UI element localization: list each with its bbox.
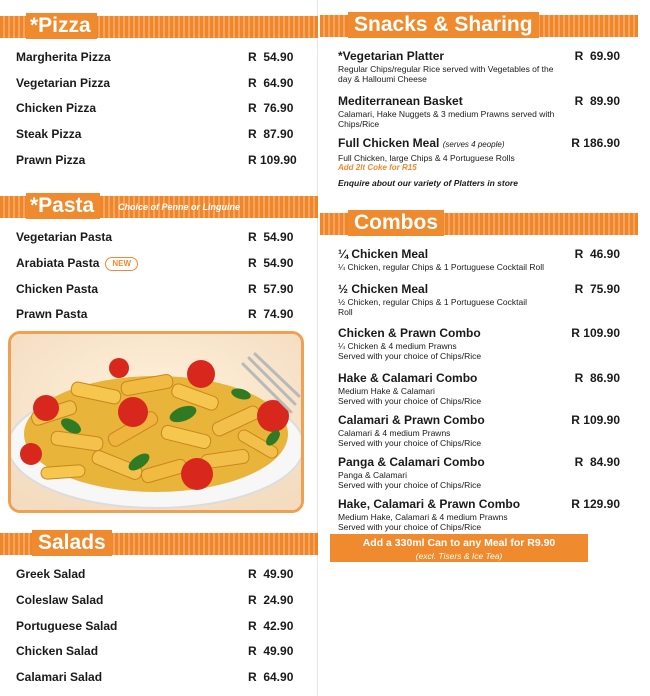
menu-item bbox=[338, 413, 620, 448]
left-menu-panel bbox=[0, 0, 318, 696]
item-price: R 54.90 bbox=[248, 50, 294, 64]
item-description: ¼ Chicken, regular Chips & 1 Portuguese Cocktail Roll bbox=[338, 262, 544, 272]
item-price: R 24.90 bbox=[248, 593, 294, 607]
item-price: R 86.90 bbox=[574, 371, 620, 385]
item-name: Calamari Salad bbox=[16, 670, 103, 684]
item-price: R 75.90 bbox=[574, 282, 620, 296]
item-name: ¼ Chicken Meal bbox=[338, 247, 429, 261]
item-price: R 186.90 bbox=[571, 136, 620, 150]
salads-section-title: Salads bbox=[32, 530, 112, 556]
item-name: Chicken Salad bbox=[16, 644, 99, 658]
menu-item bbox=[16, 307, 300, 327]
item-description: Panga & Calamari bbox=[338, 470, 407, 480]
item-price: R 109.90 bbox=[248, 153, 297, 167]
menu-item bbox=[16, 644, 300, 664]
pasta-photo bbox=[8, 331, 304, 513]
promo-exclusion: (excl. Tisers & Ice Tea) bbox=[415, 551, 503, 561]
item-price: R 42.90 bbox=[248, 619, 294, 633]
promo-line: Add a 330ml Can to any Meal for R9.90 bbox=[362, 537, 556, 549]
item-name: Chicken Pizza bbox=[16, 101, 97, 115]
item-price: R 76.90 bbox=[248, 101, 294, 115]
item-price: R 49.90 bbox=[248, 644, 294, 658]
item-price: R 46.90 bbox=[574, 247, 620, 261]
item-name: Hake, Calamari & Prawn Combo bbox=[338, 497, 521, 511]
item-name: Chicken & Prawn Combo bbox=[338, 326, 481, 340]
item-name: Steak Pizza bbox=[16, 127, 82, 141]
item-name: *Vegetarian Platter bbox=[338, 49, 445, 63]
item-price: R 64.90 bbox=[248, 76, 294, 90]
menu-item bbox=[338, 247, 620, 272]
item-name: Margherita Pizza bbox=[16, 50, 111, 64]
item-price: R 64.90 bbox=[248, 670, 294, 684]
item-name: Vegetarian Pizza bbox=[16, 76, 111, 90]
item-price: R 89.90 bbox=[574, 94, 620, 108]
item-serving-note: Served with your choice of Chips/Rice bbox=[338, 522, 482, 532]
menu-item bbox=[16, 76, 300, 96]
menu-item bbox=[338, 455, 620, 490]
item-serving-note: Served with your choice of Chips/Rice bbox=[338, 480, 482, 490]
menu-item bbox=[16, 101, 300, 121]
menu-item bbox=[338, 326, 620, 361]
pasta-bowl-image bbox=[11, 334, 301, 510]
item-description: ½ Chicken, regular Chips & 1 Portuguese Cocktail Roll bbox=[338, 297, 527, 317]
menu-item bbox=[16, 50, 300, 70]
item-name: Vegetarian Pasta bbox=[16, 230, 113, 244]
menu-item bbox=[16, 256, 300, 276]
item-name: Panga & Calamari Combo bbox=[338, 455, 485, 469]
pizza-section-title: *Pizza bbox=[26, 13, 97, 39]
item-name: Hake & Calamari Combo bbox=[338, 371, 478, 385]
item-description: Medium Hake, Calamari & 4 medium Prawns bbox=[338, 512, 508, 522]
item-price: R 74.90 bbox=[248, 307, 294, 321]
right-menu-panel bbox=[320, 0, 638, 566]
item-name: Prawn Pizza bbox=[16, 153, 86, 167]
item-price: R 49.90 bbox=[248, 567, 294, 581]
menu-item bbox=[16, 230, 300, 250]
menu-item bbox=[16, 127, 300, 147]
item-description: Medium Hake & Calamari bbox=[338, 386, 435, 396]
item-name: Chicken Pasta bbox=[16, 282, 99, 296]
item-name: Mediterranean Basket bbox=[338, 94, 463, 108]
snacks-section-title: Snacks & Sharing bbox=[348, 12, 539, 38]
item-name: Greek Salad bbox=[16, 567, 86, 581]
menu-item bbox=[338, 94, 620, 129]
menu-item bbox=[16, 619, 300, 639]
item-name-text: Arabiata Pasta bbox=[16, 256, 100, 270]
menu-item bbox=[16, 670, 300, 690]
item-name: Portuguese Salad bbox=[16, 619, 118, 633]
item-name: Calamari & Prawn Combo bbox=[338, 413, 485, 427]
item-note: (serves 4 people) bbox=[442, 140, 505, 149]
item-name: Prawn Pasta bbox=[16, 307, 88, 321]
combos-section-title: Combos bbox=[348, 210, 444, 236]
item-description: Calamari & 4 medium Prawns bbox=[338, 428, 451, 438]
menu-item bbox=[16, 282, 300, 302]
item-name: Coleslaw Salad bbox=[16, 593, 104, 607]
item-price: R 57.90 bbox=[248, 282, 294, 296]
new-badge: NEW bbox=[105, 257, 138, 271]
menu-item bbox=[16, 567, 300, 587]
menu-item bbox=[338, 371, 620, 406]
item-serving-note: Served with your choice of Chips/Rice bbox=[338, 438, 482, 448]
item-price: R 87.90 bbox=[248, 127, 294, 141]
item-price: R 54.90 bbox=[248, 230, 294, 244]
item-serving-note: Served with your choice of Chips/Rice bbox=[338, 396, 482, 406]
item-name bbox=[16, 256, 138, 271]
item-price: R 129.90 bbox=[571, 497, 620, 511]
item-description: ¼ Chicken & 4 medium Prawns bbox=[338, 341, 457, 351]
menu-item bbox=[16, 593, 300, 613]
item-serving-note: Served with your choice of Chips/Rice bbox=[338, 351, 482, 361]
item-addon: Add 2lt Coke for R15 bbox=[338, 163, 417, 172]
item-description: Regular Chips/regular Rice served with Vegetables of the day & Halloumi Cheese bbox=[338, 64, 554, 84]
item-name-text: Full Chicken Meal bbox=[338, 136, 440, 150]
menu-item bbox=[338, 282, 620, 317]
drink-promo-banner bbox=[330, 534, 588, 562]
item-price: R 109.90 bbox=[571, 413, 620, 427]
menu-item bbox=[338, 49, 620, 84]
pasta-subtitle: Choice of Penne or Linguine bbox=[118, 202, 241, 212]
menu-item bbox=[338, 497, 620, 532]
item-price: R 84.90 bbox=[574, 455, 620, 469]
menu-item bbox=[16, 153, 300, 173]
item-price: R 109.90 bbox=[571, 326, 620, 340]
pasta-section-title: *Pasta bbox=[26, 193, 100, 219]
enquire-note: Enquire about our variety of Platters in store bbox=[338, 178, 518, 188]
item-price: R 69.90 bbox=[574, 49, 620, 63]
item-description: Calamari, Hake Nuggets & 3 medium Prawns served with Chips/Rice bbox=[338, 109, 555, 129]
item-price: R 54.90 bbox=[248, 256, 294, 270]
item-description: Full Chicken, large Chips & 4 Portuguese Rolls bbox=[338, 153, 515, 163]
menu-item bbox=[338, 136, 620, 173]
item-name: ½ Chicken Meal bbox=[338, 282, 429, 296]
